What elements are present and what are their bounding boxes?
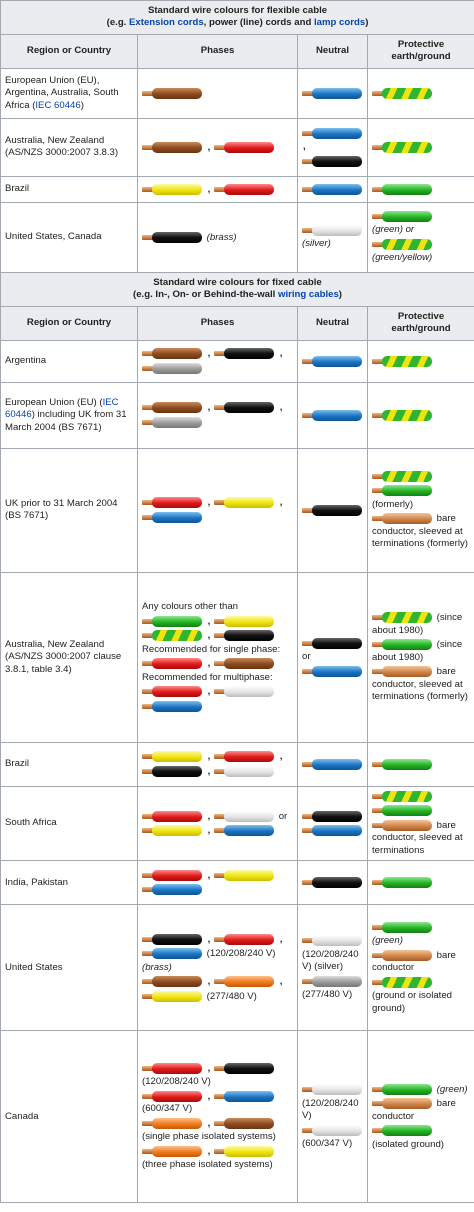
- region-cell: United States: [1, 905, 138, 1031]
- wire-blue: [142, 948, 204, 959]
- earth-cell: [368, 68, 474, 118]
- wire-red: [214, 751, 276, 762]
- phases-cell: , ,: [138, 448, 298, 572]
- voltage-note: (120/208/240 V): [206, 948, 276, 960]
- neutral-note: (120/208/240 V): [302, 1097, 359, 1122]
- wire-blue: [302, 666, 364, 677]
- table-row: [1, 572, 474, 742]
- earth-cell: [368, 742, 474, 786]
- phase-or: or: [278, 810, 288, 822]
- earth-cell: [368, 572, 474, 742]
- wire-green-yellow: [372, 471, 434, 482]
- region-text: European Union (EU) (: [5, 396, 103, 408]
- wire-green-yellow: [372, 410, 434, 421]
- header-neutral: Neutral: [298, 34, 368, 68]
- wire-white: [302, 225, 364, 236]
- earth-note: (green): [372, 935, 403, 947]
- wire-green: [372, 184, 434, 195]
- header-earth: Protective earth/ground: [368, 306, 474, 340]
- wire-red: [142, 686, 204, 697]
- flexible-caption: [1, 1, 474, 35]
- wire-black: [214, 402, 276, 413]
- earth-note: (green/yellow): [372, 252, 433, 264]
- region-cell: Brazil: [1, 176, 138, 202]
- lamp-cords-link[interactable]: lamp cords: [314, 17, 366, 29]
- wire-white: [214, 686, 276, 697]
- extension-cords-link[interactable]: Extension cords: [129, 17, 204, 29]
- wire-red: [142, 497, 204, 508]
- wire-green-yellow: [372, 142, 434, 153]
- wire-blue: [302, 825, 364, 836]
- silver-note: (silver): [302, 237, 331, 249]
- neutral-or: or: [302, 651, 311, 663]
- table-row: [1, 382, 474, 448]
- earth-cell: [368, 340, 474, 382]
- iec-60446-link[interactable]: IEC 60446: [35, 99, 81, 111]
- region-text: ) including UK from 31 March 2004 (BS 7671): [5, 409, 127, 433]
- wire-green: [372, 639, 434, 650]
- region-text: European Union (EU), Argentina, Australia, South Africa (: [5, 74, 119, 111]
- wire-red: [142, 811, 204, 822]
- phases-cell: ,: [138, 176, 298, 202]
- wire-green-yellow: [372, 612, 434, 623]
- wire-white: [302, 935, 364, 946]
- fixed-subtitle-text: ): [338, 289, 342, 301]
- earth-cell: [368, 905, 474, 1031]
- phases-cell: , (120/208/240 V) , (600/347 V) , (single phase isolated systems) , (three phase isolated systems): [138, 1031, 298, 1203]
- wire-yellow: [142, 751, 204, 762]
- region-cell: [1, 68, 138, 118]
- wire-black: [302, 505, 364, 516]
- wire-yellow: [142, 825, 204, 836]
- region-cell: UK prior to 31 March 2004 (BS 7671): [1, 448, 138, 572]
- region-cell: Canada: [1, 1031, 138, 1203]
- earth-note: bare conductor: [372, 949, 456, 974]
- region-cell: Australia, New Zealand (AS/NZS 3000:2007 3.8.3): [1, 118, 138, 176]
- wire-white: [302, 1084, 364, 1095]
- voltage-note: (single phase isolated systems): [142, 1131, 276, 1143]
- phases-cell: [138, 202, 298, 272]
- earth-cell: [368, 118, 474, 176]
- neutral-cell: [298, 202, 368, 272]
- wire-brown: [142, 976, 204, 987]
- wire-blue: [302, 356, 364, 367]
- flexible-subtitle-text: (e.g.: [106, 17, 130, 29]
- earth-note: (green) or: [372, 224, 415, 236]
- wire-brown: [142, 402, 204, 413]
- neutral-note: (120/208/240 V) (silver): [302, 948, 359, 973]
- wire-black: [142, 934, 204, 945]
- wire-black: [302, 877, 364, 888]
- table-row: [1, 176, 474, 202]
- wire-yellow: [214, 616, 276, 627]
- voltage-note: (600/347 V): [142, 1103, 193, 1115]
- table-row: [1, 340, 474, 382]
- wire-green-yellow: [372, 239, 434, 250]
- neutral-cell: [298, 176, 368, 202]
- table-row: [1, 202, 474, 272]
- wire-red: [142, 870, 204, 881]
- neutral-cell: [298, 448, 368, 572]
- wire-black: [214, 1063, 276, 1074]
- wire-blue: [142, 884, 204, 895]
- wire-black: [142, 232, 204, 243]
- wire-red: [214, 184, 276, 195]
- table-row: [1, 742, 474, 786]
- wire-grey: [142, 363, 204, 374]
- wire-bare: [372, 666, 434, 677]
- wire-green: [372, 1084, 434, 1095]
- wire-black: [302, 156, 364, 167]
- wire-blue: [302, 88, 364, 99]
- fixed-subtitle: [5, 289, 470, 301]
- neutral-cell: [298, 572, 368, 742]
- wire-brown: [214, 658, 276, 669]
- flexible-subtitle-text: , power (line) cords and: [203, 17, 314, 29]
- wire-white: [302, 1125, 364, 1136]
- wire-orange: [214, 976, 276, 987]
- wire-orange: [142, 1146, 204, 1157]
- wire-black: [214, 348, 276, 359]
- wire-red: [214, 934, 276, 945]
- wire-blue: [302, 128, 364, 139]
- neutral-cell: [298, 905, 368, 1031]
- earth-cell: [368, 382, 474, 448]
- header-phases: Phases: [138, 306, 298, 340]
- header-earth: Protective earth/ground: [368, 34, 474, 68]
- wire-red: [214, 142, 276, 153]
- wire-green: [372, 1125, 434, 1136]
- wire-green: [372, 211, 434, 222]
- wire-red: [142, 658, 204, 669]
- wire-yellow: [142, 991, 204, 1002]
- wire-white: [214, 811, 276, 822]
- earth-note: bare conductor, sleeved at terminations (formerly): [372, 513, 468, 550]
- earth-cell: [368, 861, 474, 905]
- wire-bare: [372, 513, 434, 524]
- wire-bare: [372, 950, 434, 961]
- wire-orange: [142, 1118, 204, 1129]
- wire-yellow: [214, 870, 276, 881]
- wiring-cables-link[interactable]: wiring cables: [278, 289, 339, 301]
- wire-black: [214, 630, 276, 641]
- iec-60446-link[interactable]: IEC 60446: [5, 396, 119, 421]
- neutral-cell: [298, 1031, 368, 1203]
- table-row: [1, 905, 474, 1031]
- earth-cell: [368, 1031, 474, 1203]
- wire-green-yellow: [372, 356, 434, 367]
- wire-blue: [302, 410, 364, 421]
- neutral-cell: [298, 742, 368, 786]
- wire-blue: [214, 1091, 276, 1102]
- neutral-cell: ,: [298, 118, 368, 176]
- table-row: [1, 68, 474, 118]
- wire-yellow: [142, 184, 204, 195]
- phase-note: Recommended for multiphase:: [142, 671, 273, 683]
- header-region: Region or Country: [1, 34, 138, 68]
- wire-green: [372, 922, 434, 933]
- neutral-note: (600/347 V): [302, 1138, 353, 1150]
- neutral-cell: [298, 382, 368, 448]
- flexible-title: Standard wire colours for flexible cable: [147, 5, 328, 16]
- wire-white: [214, 766, 276, 777]
- wire-black: [142, 766, 204, 777]
- header-neutral: Neutral: [298, 306, 368, 340]
- earth-note: bare conductor, sleeved at terminations: [372, 819, 463, 856]
- flexible-subtitle: [5, 17, 470, 29]
- phases-cell: , or ,: [138, 786, 298, 860]
- wire-yellow: [214, 1146, 276, 1157]
- phases-cell: , , (120/208/240 V) (brass) , , (277/480 V): [138, 905, 298, 1031]
- phases-cell: ,: [138, 861, 298, 905]
- wire-green-yellow: [372, 791, 434, 802]
- neutral-cell: [298, 68, 368, 118]
- voltage-note: (three phase isolated systems): [142, 1159, 273, 1171]
- wire-blue: [302, 184, 364, 195]
- wire-green-yellow: [372, 88, 434, 99]
- earth-note: (formerly): [372, 498, 414, 510]
- brass-note: (brass): [206, 231, 237, 243]
- wire-bare: [372, 1098, 434, 1109]
- wire-blue: [302, 759, 364, 770]
- wire-green-yellow: [372, 977, 434, 988]
- region-cell: United States, Canada: [1, 202, 138, 272]
- phases-cell: Any colours other than , , Recommended for single phase: , Recommended for multiphase: ,: [138, 572, 298, 742]
- region-cell: Argentina: [1, 340, 138, 382]
- wire-grey: [302, 976, 364, 987]
- phase-note: Any colours other than: [142, 601, 238, 613]
- neutral-cell: [298, 861, 368, 905]
- phases-cell: [138, 68, 298, 118]
- wire-brown: [142, 88, 204, 99]
- table-row: [1, 448, 474, 572]
- table-row: [1, 861, 474, 905]
- fixed-caption: [1, 272, 474, 306]
- header-phases: Phases: [138, 34, 298, 68]
- earth-cell: [368, 176, 474, 202]
- neutral-note: (277/480 V): [302, 989, 353, 1001]
- wire-brown: [214, 1118, 276, 1129]
- flexible-subtitle-text: ): [365, 17, 369, 29]
- wire-green-yellow: [142, 630, 204, 641]
- region-text: ): [80, 99, 84, 111]
- earth-cell: [368, 786, 474, 860]
- earth-note: bare conductor: [372, 1098, 456, 1122]
- phases-cell: , , ,: [138, 742, 298, 786]
- neutral-cell: [298, 786, 368, 860]
- earth-note: (since about 1980): [372, 639, 463, 663]
- wire-black: [302, 811, 364, 822]
- fixed-subtitle-text: (e.g. In-, On- or Behind-the-wall: [133, 289, 278, 301]
- earth-note: (ground or isolated ground): [372, 990, 452, 1014]
- wire-blue: [142, 512, 204, 523]
- phases-cell: , ,: [138, 382, 298, 448]
- earth-note: bare conductor, sleeved at terminations (formerly): [372, 666, 468, 703]
- wire-green: [142, 616, 204, 627]
- wire-blue: [142, 701, 204, 712]
- earth-cell: [368, 202, 474, 272]
- wire-black: [302, 638, 364, 649]
- phases-cell: ,: [138, 118, 298, 176]
- table-row: [1, 786, 474, 860]
- wire-bare: [372, 820, 434, 831]
- wire-yellow: [214, 497, 276, 508]
- voltage-note: (120/208/240 V): [142, 1076, 211, 1088]
- earth-cell: [368, 448, 474, 572]
- wire-red: [142, 1063, 204, 1074]
- region-cell: South Africa: [1, 786, 138, 860]
- region-cell: [1, 382, 138, 448]
- fixed-title: Standard wire colours for fixed cable: [153, 276, 322, 288]
- wire-green: [372, 485, 434, 496]
- earth-note: (green): [436, 1083, 468, 1095]
- brass-note: (brass): [142, 961, 172, 973]
- region-cell: Brazil: [1, 742, 138, 786]
- phases-cell: , ,: [138, 340, 298, 382]
- wire-green: [372, 877, 434, 888]
- wire-brown: [142, 348, 204, 359]
- wire-green: [372, 805, 434, 816]
- neutral-cell: [298, 340, 368, 382]
- wire-blue: [214, 825, 276, 836]
- wire-grey: [142, 417, 204, 428]
- region-cell: Australia, New Zealand (AS/NZS 3000:2007 clause 3.8.1, table 3.4): [1, 572, 138, 742]
- header-region: Region or Country: [1, 306, 138, 340]
- wire-brown: [142, 142, 204, 153]
- wire-green: [372, 759, 434, 770]
- wire-red: [142, 1091, 204, 1102]
- phase-note: Recommended for single phase:: [142, 643, 281, 655]
- earth-note: (since about 1980): [372, 612, 463, 636]
- earth-note: (isolated ground): [372, 1138, 444, 1150]
- region-cell: India, Pakistan: [1, 861, 138, 905]
- voltage-note: (277/480 V): [206, 990, 257, 1002]
- table-row: [1, 118, 474, 176]
- table-row: [1, 1031, 474, 1203]
